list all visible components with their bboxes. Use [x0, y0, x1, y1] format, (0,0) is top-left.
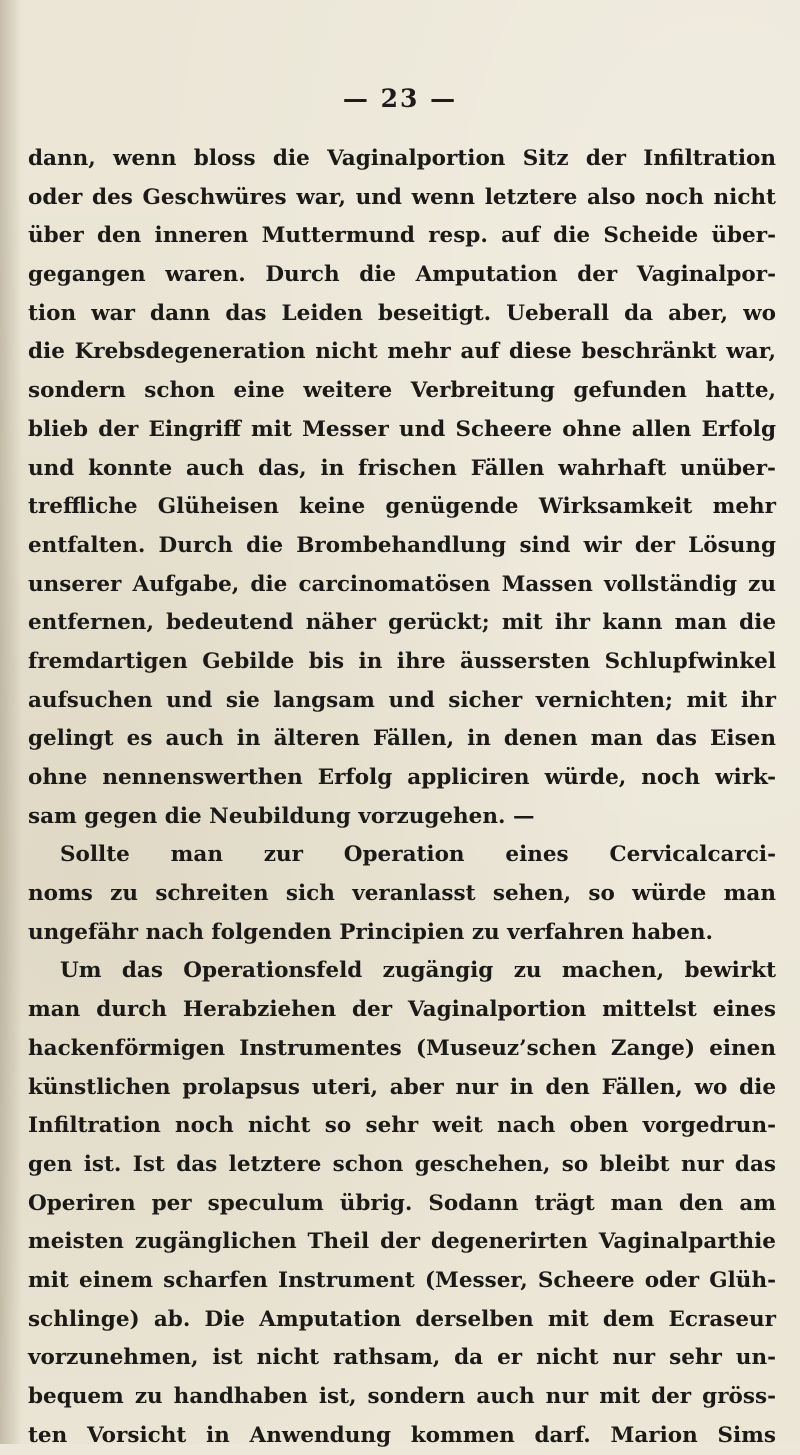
text-line: sam gegen die Neubildung vorzugehen. —	[28, 803, 535, 829]
text-line: noms zu schreiten sich veranlasst sehen, so würde man	[28, 881, 776, 907]
text-line: gegangen waren. Durch die Amputation der Vaginalpor-	[28, 262, 776, 288]
text-line: Operiren per speculum übrig. Sodann trägt man den am	[28, 1190, 776, 1216]
page-number: — 23 —	[342, 84, 458, 113]
text-line: oder des Geschwüres war, und wenn letztere also noch nicht	[28, 184, 776, 210]
text-line: aufsuchen und sie langsam und sicher vernichten; mit ihr	[28, 687, 776, 713]
text-line: unserer Aufgabe, die carcinomatösen Massen vollständig zu	[28, 571, 776, 597]
page-gutter-shadow	[0, 0, 22, 1444]
text-line: fremdartigen Gebilde bis in ihre äussersten Schlupfwinkel	[28, 648, 776, 674]
text-line: schlinge) ab. Die Amputation derselben mit dem Ecraseur	[28, 1306, 776, 1332]
text-line: über den inneren Muttermund resp. auf die Scheide über-	[28, 223, 776, 249]
text-line: Sollte man zur Operation eines Cervicalcarci-	[60, 842, 776, 868]
text-line: die Krebsdegeneration nicht mehr auf diese beschränkt war,	[28, 339, 776, 365]
text-line: ten Vorsicht in Anwendung kommen darf. Marion Sims	[28, 1422, 776, 1448]
text-line: entfalten. Durch die Brombehandlung sind wir der Lösung	[28, 532, 776, 558]
text-line: ungefähr nach folgenden Principien zu verfahren haben.	[28, 919, 713, 945]
text-line: Infiltration noch nicht so sehr weit nach oben vorgedrun-	[28, 1113, 776, 1139]
text-line: Um das Operationsfeld zugängig zu machen, bewirkt	[60, 958, 776, 984]
text-line: tion war dann das Leiden beseitigt. Ueberall da aber, wo	[28, 300, 776, 326]
text-line: gen ist. Ist das letztere schon geschehen, so bleibt nur das	[28, 1151, 776, 1177]
body-text	[28, 140, 776, 1455]
text-line: sondern schon eine weitere Verbreitung gefunden hatte,	[28, 378, 776, 404]
text-line: man durch Herabziehen der Vaginalportion mittelst eines	[28, 997, 776, 1023]
text-line: bequem zu handhaben ist, sondern auch nur mit der gröss-	[28, 1384, 776, 1409]
text-line: gelingt es auch in älteren Fällen, in denen man das Eisen	[28, 726, 776, 752]
text-line: dann, wenn bloss die Vaginalportion Sitz der Infiltration	[28, 146, 776, 171]
text-line: künstlichen prolapsus uteri, aber nur in den Fällen, wo die	[28, 1074, 776, 1100]
text-line: meisten zugänglichen Theil der degenerirten Vaginalparthie	[28, 1229, 776, 1255]
text-line: entfernen, bedeutend näher gerückt; mit ihr kann man die	[28, 610, 776, 636]
text-line: und konnte auch das, in frischen Fällen wahrhaft unüber-	[28, 455, 776, 481]
text-line: blieb der Eingriff mit Messer und Scheere ohne allen Erfolg	[28, 416, 776, 442]
text-line: hackenförmigen Instrumentes (Museuz’schen Zange) einen	[28, 1035, 776, 1061]
text-line: treffliche Glüheisen keine genügende Wirksamkeit mehr	[28, 494, 776, 520]
text-line: vorzunehmen, ist nicht rathsam, da er nicht nur sehr un-	[28, 1345, 776, 1371]
text-line: mit einem scharfen Instrument (Messer, Scheere oder Glüh-	[28, 1267, 776, 1293]
text-line: ohne nennenswerthen Erfolg appliciren würde, noch wirk-	[28, 765, 776, 790]
